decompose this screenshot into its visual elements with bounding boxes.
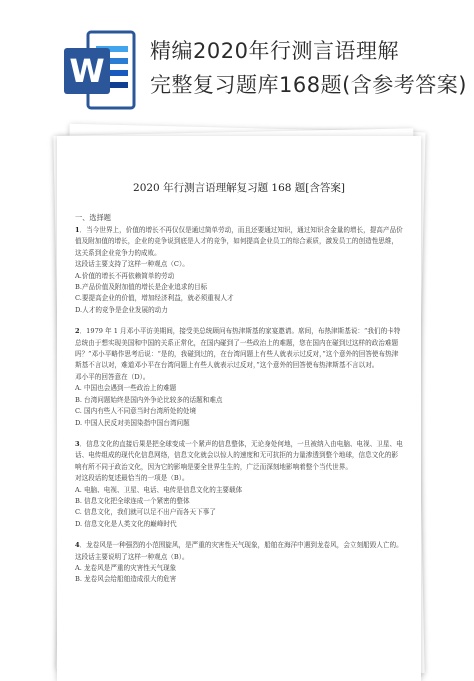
answer-option: A. 电脑、电视、卫星、电话、电传是信息文化的主要载体	[75, 485, 243, 494]
question-stem: 这段话主要说明了这样一种观点（B）。	[75, 552, 189, 561]
question-stem: 邓小平的回答意在（D）。	[75, 372, 150, 381]
document-title-line-1: 精编2020年行测言语理解	[150, 39, 399, 63]
answer-option: B. 台湾问题始终是国内外争论比较多的话题和难点	[75, 395, 223, 404]
answer-option: B.产品价值及附加值的增长是企业追求的目标	[75, 283, 208, 292]
answer-option: D. 信息文化是人类文化的巅峰时代	[75, 519, 177, 528]
answer-option: A. 龙卷风是严重的灾害性天气现象	[75, 563, 177, 572]
question-text	[75, 225, 403, 259]
question-list	[75, 225, 403, 586]
document-preview	[55, 128, 427, 673]
answer-option: C. 信息文化，我们就可以足不出户而各天下事了	[75, 508, 216, 517]
question-text	[75, 540, 403, 551]
answer-option: C. 国内有些人不同意当时台湾所处的处境	[75, 407, 197, 416]
question-number: 2	[75, 327, 80, 336]
answer-option: B. 信息文化把全球连成一个紧密的整体	[75, 496, 190, 505]
question-number: 3	[75, 439, 80, 448]
question-body: ．龙卷风是一种强烈的小范围旋风，是严重的灾害性天气现象，船舶在海洋中遇到龙卷风，会立刻船毁人亡的。	[79, 541, 403, 550]
question-number: 4	[75, 541, 80, 550]
document-title	[150, 34, 470, 102]
question-stem: 这段话主要支持了这样一种观点（C）。	[75, 260, 189, 269]
header	[0, 0, 474, 120]
answer-option: A.价值的增长不再依赖简单的劳动	[75, 271, 175, 280]
answer-option: D.人才的竞争是企业发展的动力	[75, 305, 168, 314]
svg-text:W: W	[69, 52, 105, 90]
word-document-icon	[62, 28, 138, 114]
question-item	[75, 225, 403, 316]
question-body: ．信息文化的直接后果是把全球变成一个紧声的信息整体，无论身处何地，一旦被纳入由电脑、电视、卫星、电话、电传组成的现代化信息网络，信息文化就会以惊人的速度和无可抗拒的力量渗透到整个地球，信息文化的影响有所不同于政治文化，因为它的影响是要全世界生生的，广泛而深刻地影响着整个当代世界。	[75, 439, 403, 471]
question-body: ．1979 年 1 月邓小平访美期间，接受美总统顾问布热津斯基的家宴邀请。席间，布热津斯基说：“我们的卡特总统由于想实现美国和中国的关系正常化，在国内碰到了一些政治上的难题，您在国内在碰到过这样的政治难题吗？”邓小平略作思考后说：“是的，我碰到过的，在台湾问题上有些人就表示过反对，”这个意外的回答使布热津斯基不言以对，难道邓小平在台湾问题上有些人就表示过反对，”这个意外的回答使布热津斯基不言以对。	[75, 327, 401, 370]
document-title-line-2: 完整复习题库168题(含参考答案)	[150, 73, 467, 97]
paper-sheet	[57, 136, 421, 681]
paper-title: 2020 年行测言语理解复习题 168 题[含答案]	[133, 182, 345, 194]
question-stem: 对这段话的复述最恰当的一项是（B）。	[75, 474, 189, 483]
answer-option: C.要提高企业的价值，增加经济利益，就必须重视人才	[75, 294, 234, 303]
question-item	[75, 326, 403, 429]
question-body: ．当今世界上，价值的增长不再仅仅是通过简单劳动，而且还要通过知识，通过知识含金量的增长，提高产品价值及附加值的增长，企业的竞争说到底是人才的竞争，如何提高企业员工的综合素质，激发员工的创造性思维，这关系到企业竞争力的成败。	[75, 226, 403, 257]
answer-option: B. 龙卷风会给船舶造成很大的危害	[75, 575, 177, 584]
answer-option: A. 中国也会遇到一些政治上的难题	[75, 384, 177, 393]
question-item	[75, 540, 403, 586]
question-text	[75, 439, 403, 473]
question-number: 1	[75, 226, 80, 234]
question-item	[75, 439, 403, 530]
answer-option: D. 中国人民反对美国染指中国台湾问题	[75, 418, 190, 427]
section-heading: 一、选择题	[75, 213, 111, 222]
question-text	[75, 326, 403, 372]
